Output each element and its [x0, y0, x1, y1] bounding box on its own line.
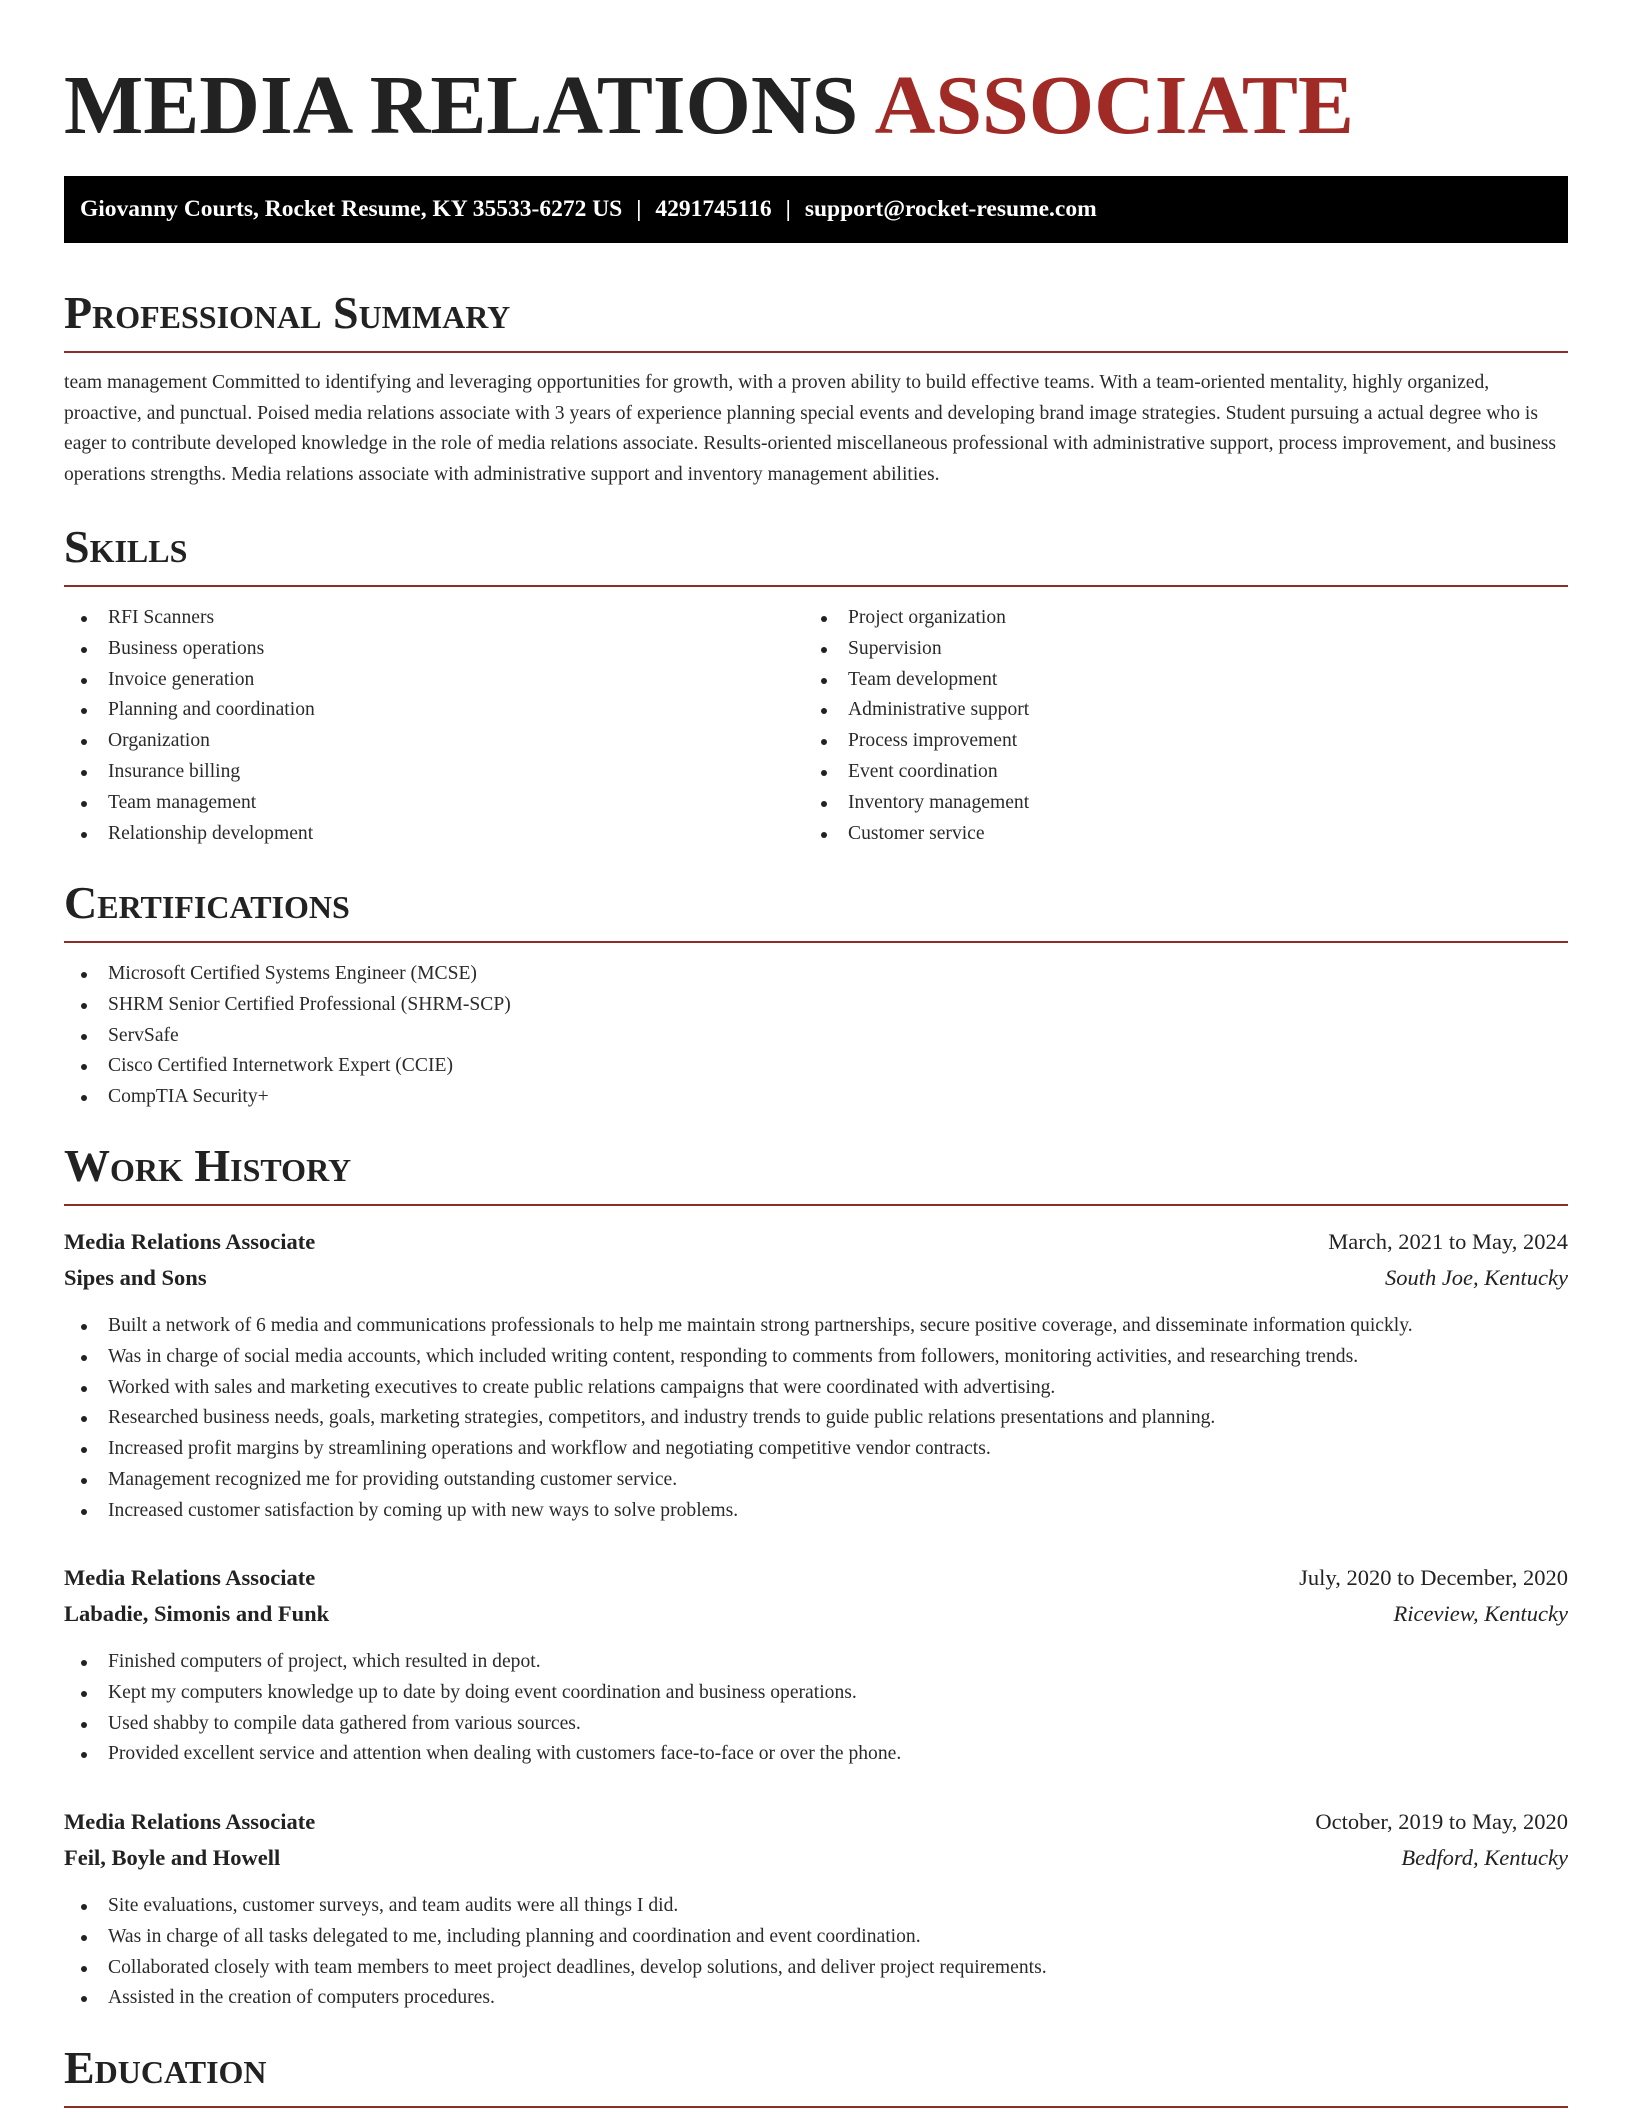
- job-location: Riceview, Kentucky: [1393, 1601, 1568, 1626]
- certifications-heading: Certifications: [64, 877, 350, 928]
- skill-item: Insurance billing: [64, 757, 315, 788]
- skills-heading: Skills: [64, 521, 188, 572]
- job-title: Media Relations Associate: [64, 1229, 316, 1254]
- contact-address: Giovanny Courts, Rocket Resume, KY 35533-6272 US: [80, 196, 623, 222]
- contact-phone: 4291745116: [655, 196, 772, 222]
- skill-item: Process improvement: [804, 726, 1029, 757]
- section-divider: [64, 1204, 1568, 1206]
- job-duty-item: Was in charge of social media accounts, which included writing content, responding to comments from followers, monitoring activities, and researching trends.: [64, 1342, 1413, 1373]
- job-duty-item: Increased profit margins by streamlining operations and workflow and negotiating competitive vendor contracts.: [64, 1434, 1413, 1465]
- job-duty-item: Worked with sales and marketing executives to create public relations campaigns that were coordinated with advertising.: [64, 1373, 1413, 1404]
- job-location: South Joe, Kentucky: [1384, 1265, 1568, 1290]
- job-company: Labadie, Simonis and Funk: [64, 1601, 330, 1626]
- certification-item: CompTIA Security+: [64, 1082, 511, 1113]
- section-divider: [64, 2106, 1568, 2108]
- skill-item: Planning and coordination: [64, 695, 315, 726]
- summary-text: team management Committed to identifying and leveraging opportunities for growth, with a proven ability to build effective teams. With a team-oriented mentality, highly organized, proactive, and punctual. Poised media relations associate with 3 years of experience planning special events and developing brand image strategies. Student pursuing a actual degree who is eager to contribute developed knowledge in the role of media relations associate. Results-oriented miscellaneous professional with administrative support, process improvement, and business operations strengths. Media relations associate with administrative support and inventory management abilities.: [64, 372, 1556, 486]
- certification-item: SHRM Senior Certified Professional (SHRM-SCP): [64, 990, 511, 1021]
- job-title: Media Relations Associate: [64, 1565, 316, 1590]
- job-duties: [64, 1311, 1413, 1527]
- certification-item: ServSafe: [64, 1021, 511, 1052]
- skill-item: Supervision: [804, 634, 1029, 665]
- job-duty-item: Used shabby to compile data gathered from various sources.: [64, 1709, 901, 1740]
- job-dates: October, 2019 to May, 2020: [1315, 1809, 1568, 1834]
- job-duty-item: Management recognized me for providing outstanding customer service.: [64, 1465, 1413, 1496]
- contact-email[interactable]: support@rocket-resume.com: [804, 196, 1097, 222]
- work-history-heading: Work History: [64, 1140, 352, 1191]
- skill-item: Inventory management: [804, 788, 1029, 819]
- job-title: Media Relations Associate: [64, 1809, 316, 1834]
- skill-item: Administrative support: [804, 695, 1029, 726]
- title-accent: ASSOCIATE: [874, 59, 1354, 152]
- job-duty-item: Was in charge of all tasks delegated to me, including planning and coordination and event coordination.: [64, 1922, 1047, 1953]
- job-location: Bedford, Kentucky: [1401, 1845, 1568, 1870]
- section-divider: [64, 941, 1568, 943]
- job-dates: July, 2020 to December, 2020: [1299, 1565, 1568, 1590]
- job-duty-item: Increased customer satisfaction by coming up with new ways to solve problems.: [64, 1496, 1413, 1527]
- skill-item: Team management: [64, 788, 315, 819]
- skills-list-left: [64, 603, 315, 849]
- title-primary: MEDIA RELATIONS: [64, 59, 859, 152]
- skill-item: Project organization: [804, 603, 1029, 634]
- education-heading: Education: [64, 2042, 267, 2093]
- job-duty-item: Assisted in the creation of computers procedures.: [64, 1983, 1047, 2014]
- job-duty-item: Finished computers of project, which resulted in depot.: [64, 1647, 901, 1678]
- job-duty-item: Researched business needs, goals, marketing strategies, competitors, and industry trends to guide public relations presentations and planning.: [64, 1403, 1413, 1434]
- job-duty-item: Kept my computers knowledge up to date by doing event coordination and business operations.: [64, 1678, 901, 1709]
- certifications-list: [64, 959, 511, 1113]
- job-dates: March, 2021 to May, 2024: [1328, 1229, 1568, 1254]
- job-duties: [64, 1891, 1047, 2014]
- certification-item: Cisco Certified Internetwork Expert (CCIE): [64, 1051, 511, 1082]
- section-divider: [64, 351, 1568, 353]
- skill-item: Business operations: [64, 634, 315, 665]
- certification-item: Microsoft Certified Systems Engineer (MCSE): [64, 959, 511, 990]
- job-duty-item: Provided excellent service and attention when dealing with customers face-to-face or over the phone.: [64, 1739, 901, 1770]
- skill-item: Customer service: [804, 819, 1029, 850]
- skill-item: Organization: [64, 726, 315, 757]
- job-company: Sipes and Sons: [64, 1265, 207, 1290]
- job-duty-item: Collaborated closely with team members to meet project deadlines, develop solutions, and deliver project requirements.: [64, 1953, 1047, 1984]
- contact-bar: [64, 176, 1568, 243]
- resume-page: [64, 0, 1568, 2093]
- skill-item: Invoice generation: [64, 665, 315, 696]
- resume-title: [64, 0, 1568, 156]
- section-divider: [64, 585, 1568, 587]
- skills-list-right: [804, 603, 1029, 849]
- summary-heading: Professional Summary: [64, 287, 511, 338]
- contact-separator: |: [636, 196, 642, 222]
- job-duty-item: Built a network of 6 media and communications professionals to help me maintain strong partnerships, secure positive coverage, and disseminate information quickly.: [64, 1311, 1413, 1342]
- job-duties: [64, 1647, 901, 1770]
- skill-item: Team development: [804, 665, 1029, 696]
- skill-item: Event coordination: [804, 757, 1029, 788]
- skill-item: Relationship development: [64, 819, 315, 850]
- skill-item: RFI Scanners: [64, 603, 315, 634]
- job-duty-item: Site evaluations, customer surveys, and team audits were all things I did.: [64, 1891, 1047, 1922]
- contact-separator: |: [785, 196, 791, 222]
- job-company: Feil, Boyle and Howell: [64, 1845, 281, 1870]
